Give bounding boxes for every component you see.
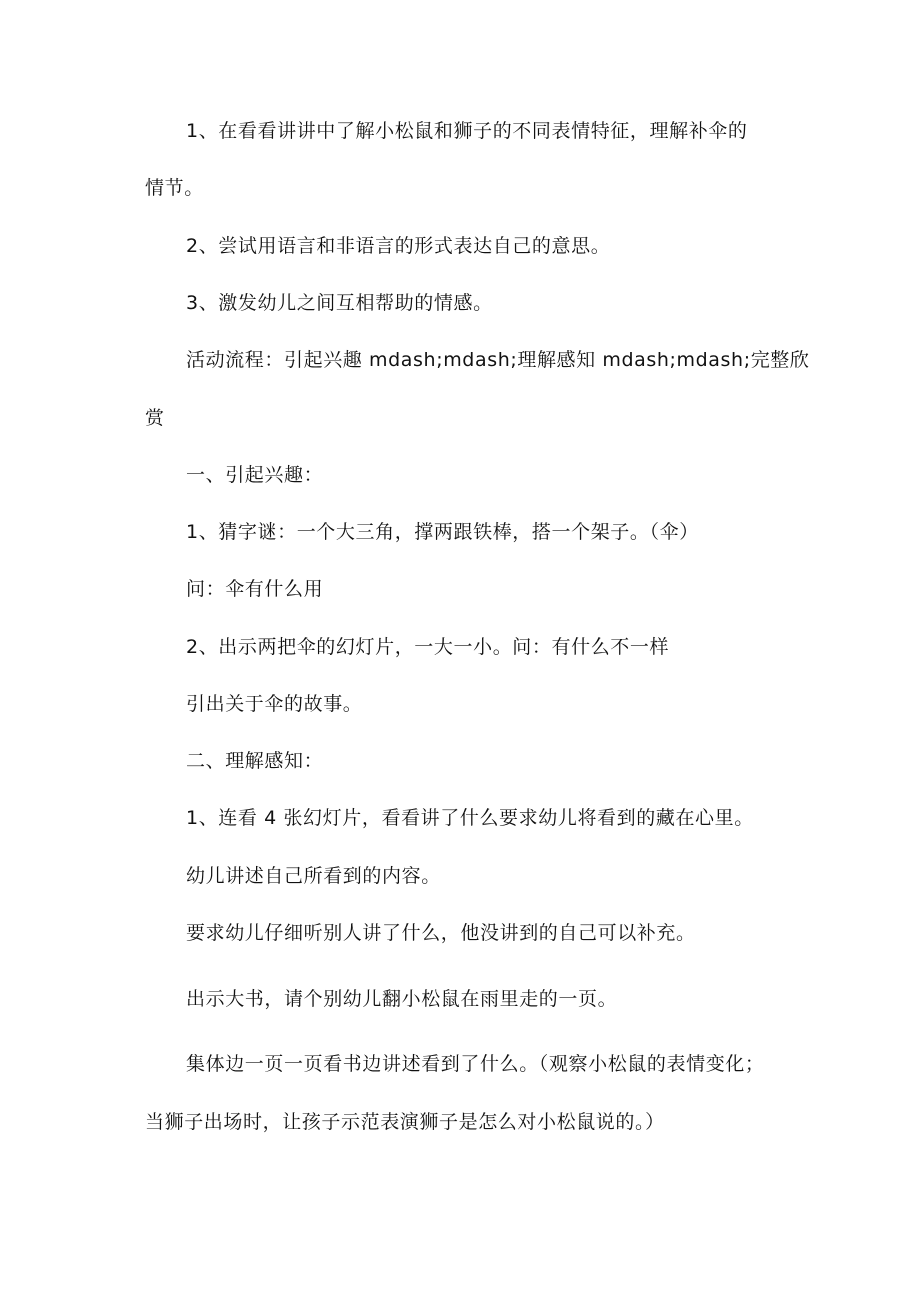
section-heading-1: 一、引起兴趣： (186, 464, 324, 486)
group-reading-line-2: 当狮子出场时，让孩子示范表演狮子是怎么对小松鼠说的。） (145, 1111, 665, 1133)
activity-flow-line-1: 活动流程：引起兴趣 mdash;mdash;理解感知 mdash;mdash;完整欣 (186, 349, 810, 371)
goal-1-line-2: 情节。 (145, 177, 204, 199)
slides-compare-line: 2、出示两把伞的幻灯片，一大一小。问：有什么不一样 (186, 636, 670, 658)
question-umbrella-use: 问：伞有什么用 (186, 578, 324, 600)
big-book-line: 出示大书，请个别幼儿翻小松鼠在雨里走的一页。 (186, 988, 618, 1010)
riddle-line: 1、猜字谜：一个大三角，撑两跟铁棒，搭一个架子。（伞） (186, 521, 699, 543)
goal-3: 3、激发幼儿之间互相帮助的情感。 (186, 292, 493, 314)
slides-four-line: 1、连看 4 张幻灯片，看看讲了什么要求幼儿将看到的藏在心里。 (186, 807, 754, 829)
activity-flow-line-2: 赏 (145, 407, 165, 429)
section-heading-2: 二、理解感知： (186, 750, 324, 772)
goal-2: 2、尝试用语言和非语言的形式表达自己的意思。 (186, 235, 611, 257)
group-reading-line-1: 集体边一页一页看书边讲述看到了什么。（观察小松鼠的表情变化； (186, 1053, 765, 1075)
goal-1-line-1: 1、在看看讲讲中了解小松鼠和狮子的不同表情特征，理解补伞的 (186, 120, 748, 142)
children-narrate-line: 幼儿讲述自己所看到的内容。 (186, 865, 441, 887)
story-intro-line: 引出关于伞的故事。 (186, 693, 363, 715)
listen-supplement-line: 要求幼儿仔细听别人讲了什么，他没讲到的自己可以补充。 (186, 922, 696, 944)
